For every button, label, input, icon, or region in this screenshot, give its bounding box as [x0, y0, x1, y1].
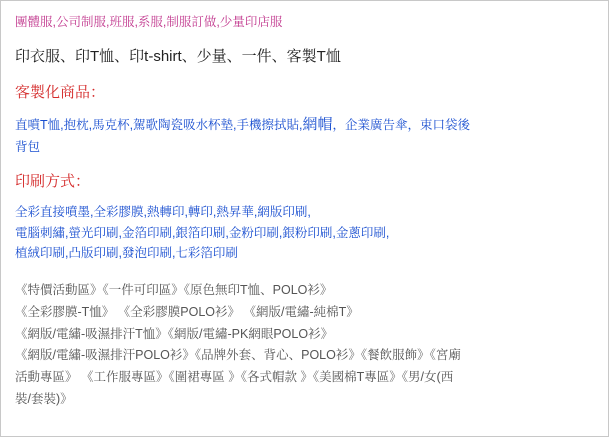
category-line: 《特價活動區》《一件可印區》《原色無印T恤、POLO衫》	[15, 282, 333, 297]
products-list	[15, 113, 594, 158]
print-methods-list	[15, 202, 594, 264]
products-line-1	[15, 113, 594, 136]
products-line-2: 背包	[15, 140, 41, 154]
print-methods-line: 植絨印刷,凸版印刷,發泡印刷,七彩箔印刷	[15, 246, 238, 261]
category-line: 裝/套裝)》	[15, 392, 73, 407]
category-line: 《全彩膠膜-T恤》 《全彩膠膜POLO衫》 《網版/電繡-純棉T》	[15, 304, 359, 319]
document-content	[1, 1, 608, 411]
print-methods-line: 全彩直接噴墨,全彩膠膜,熱轉印,轉印,熱昇華,網版印刷,	[15, 204, 311, 219]
section-title-print-methods: 印刷方式：	[15, 173, 91, 191]
products-line-1-pre: 直噴T恤,抱枕,馬克杯,駕歌陶瓷吸水杯墊,手機擦拭貼,	[15, 117, 303, 132]
category-list	[15, 280, 594, 411]
print-methods-line: 電腦刺繡,螢光印刷,金箔印刷,銀箔印刷,金粉印刷,銀粉印刷,金蔥印刷,	[15, 225, 390, 240]
tag-line: 團體服,公司制服,班服,系服,制服訂做,少量印店服	[15, 15, 283, 29]
category-line: 《網版/電繡-吸濕排汗POLO衫》《品牌外套、背心、POLO衫》《餐飲服飾》《宮廟	[15, 348, 461, 363]
products-line-1-emphasis: 網帽	[302, 115, 333, 133]
page-headline: 印衣服、印T恤、印t-shirt、少量、一件、客製T恤	[15, 47, 341, 65]
products-line-1-post: ，企業廣告傘，束口袋後	[332, 117, 471, 132]
category-line: 《網版/電繡-吸濕排汗T恤》《網版/電繡-PK網眼POLO衫》	[15, 326, 334, 341]
section-title-products: 客製化商品：	[15, 84, 106, 102]
category-line: 活動專區》 《工作服專區》《圍裙專區 》《各式帽款 》《美國棉T專區》《男/女(西	[15, 370, 454, 385]
